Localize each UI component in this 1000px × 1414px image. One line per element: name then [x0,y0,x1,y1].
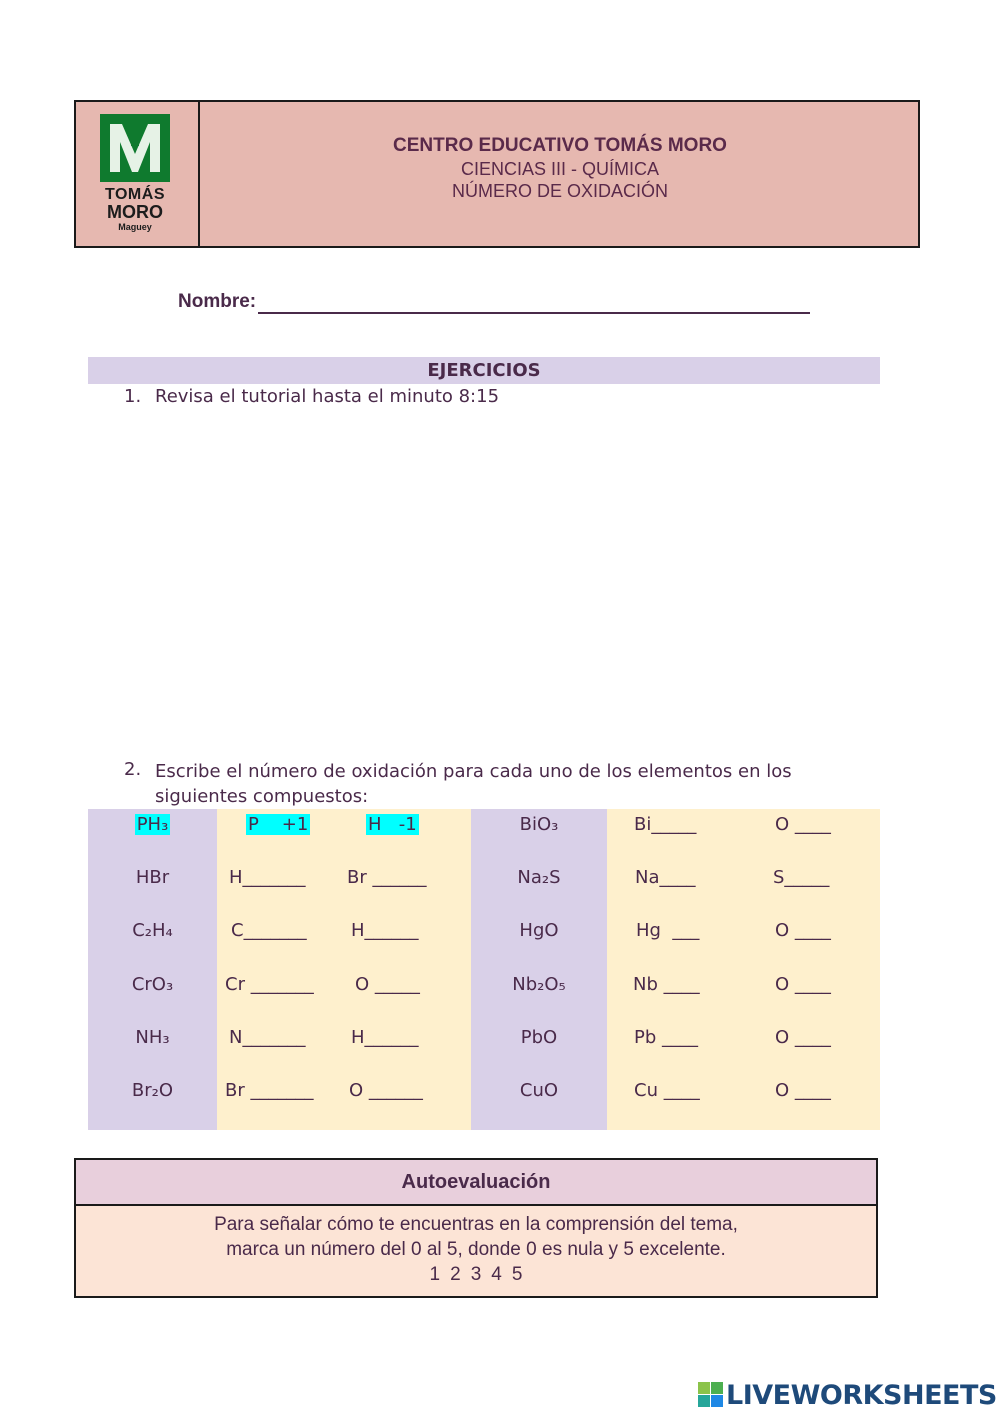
answer-blank[interactable]: O ____ [775,1080,831,1101]
answer-blank[interactable]: H______ [351,1027,419,1048]
answer-blank[interactable]: O ____ [775,920,831,941]
rating-option[interactable]: 2 [450,1264,461,1285]
answer-blank[interactable]: O ______ [349,1080,423,1101]
rating-option[interactable]: 4 [491,1264,502,1285]
compound-formula: Br₂O [131,1080,174,1101]
watermark-text: LIVEWORKSHEETS [726,1380,997,1411]
school-logo-mark [100,114,170,182]
answer-blank[interactable]: Cr _______ [225,974,314,995]
self-evaluation-title: Autoevaluación [76,1160,876,1206]
exercises-banner: EJERCICIOS [88,357,880,384]
liveworksheets-logo-icon [698,1382,724,1408]
subject-name: CIENCIAS III - QUÍMICA [460,159,660,179]
rating-option[interactable]: 3 [470,1264,482,1285]
self-evaluation-body [76,1206,876,1296]
highlighted-formula: PH₃ [136,814,169,835]
answer-blank[interactable]: S_____ [773,867,830,888]
name-input-line[interactable] [258,312,810,314]
compound-formula: PbO [520,1027,558,1048]
self-evaluation-box [74,1158,878,1298]
compound-formula: CuO [519,1080,559,1101]
answer-blank[interactable]: Na____ [635,867,696,888]
answer-blank[interactable]: O ____ [775,974,831,995]
answer-blank[interactable]: Cu ____ [634,1080,700,1101]
highlighted-answer[interactable]: H -1 [368,814,417,835]
compound-formula: Nb₂O₅ [512,974,566,995]
compound-formula: HBr [135,867,170,888]
answer-blank[interactable]: H______ [351,920,419,941]
compound-formula [88,812,217,838]
logo-cell [76,102,200,246]
logo-text-line3: Maguey [118,222,152,232]
compound-formula: HgO [519,920,559,941]
rating-option[interactable]: 5 [511,1264,523,1285]
question-2-text: Escribe el número de oxidación para cada uno de los elementos en los siguientes compuestos: [155,761,792,807]
compound-formula: CrO₃ [131,974,174,995]
compound-formula: C₂H₄ [132,920,173,941]
answer-blank [246,812,310,838]
answer-blank [366,812,419,838]
answer-blank[interactable]: Br ______ [347,867,427,888]
answer-blank[interactable]: Hg ___ [636,920,700,941]
logo-text-line2: MORO [107,202,163,222]
answer-blank[interactable]: Nb ____ [633,974,700,995]
topic-title: NÚMERO DE OXIDACIÓN [451,181,669,201]
answer-blank[interactable]: Br _______ [225,1080,314,1101]
school-name: CENTRO EDUCATIVO TOMÁS MORO [393,135,727,156]
answer-blank[interactable]: Bi_____ [634,814,697,835]
question-1-text: Revisa el tutorial hasta el minuto 8:15 [155,386,500,407]
question-2-number: 2. [124,759,142,780]
answer-blank[interactable]: H_______ [229,867,306,888]
answer-blank[interactable]: N_______ [229,1027,306,1048]
answer-blank[interactable]: Pb ____ [634,1027,699,1048]
highlighted-answer[interactable]: P +1 [248,814,309,835]
compound-formula: NH₃ [135,1027,170,1048]
name-label: Nombre: [178,291,257,312]
rating-option[interactable]: 1 [429,1264,441,1285]
answer-blank[interactable]: O ____ [775,814,831,835]
rating-scale [76,1264,876,1286]
worksheet-header [74,100,920,248]
answer-blank[interactable]: O ____ [775,1027,831,1048]
answer-blank[interactable]: O _____ [355,974,420,995]
compound-formula: BiO₃ [519,814,559,835]
question-1-number: 1. [124,386,142,407]
self-evaluation-instruction-2: marca un número del 0 al 5, donde 0 es nula y 5 excelente. [226,1239,726,1260]
compound-formula: Na₂S [517,867,561,888]
school-logo [100,114,170,182]
logo-text-line1: TOMÁS [105,186,165,203]
self-evaluation-instruction-1: Para señalar cómo te encuentras en la comprensión del tema, [214,1214,738,1235]
answer-blank[interactable]: C_______ [231,920,307,941]
